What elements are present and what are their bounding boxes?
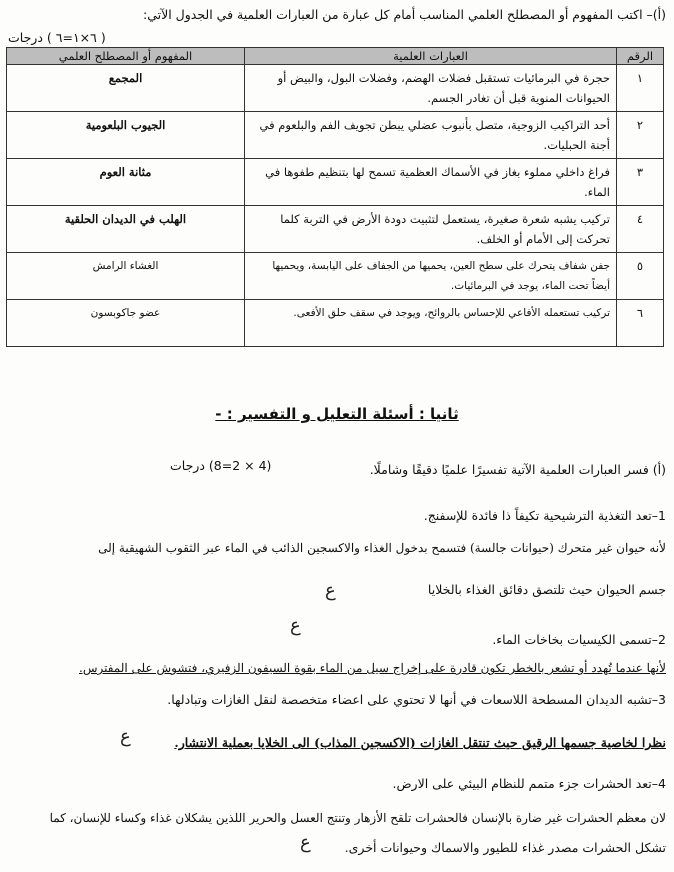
part-b-intro: (أ) فسر العبارات العلمية الآتية تفسيرًا علميًا دقيقًا وشاملًا.	[369, 462, 666, 477]
row-term-answer: عضو جاكوبسون	[7, 300, 245, 347]
check-mark: ع	[120, 726, 131, 747]
table-row	[7, 300, 664, 347]
row-statement: تركيب يشبه شعرة صغيرة، يستعمل لتثبيت دودة الأرض في التربة كلما تحركت إلى الأمام أو الخلف.	[245, 206, 617, 253]
row-term-answer: الهلب في الديدان الحلقية	[7, 206, 245, 253]
answer-4-line-2: تشكل الحشرات مصدر غذاء للطيور والاسماك وحيوانات أخرى.	[344, 840, 666, 855]
answer-1-line-2: جسم الحيوان حيث تلتصق دقائق الغذاء بالخلايا	[427, 582, 666, 597]
row-statement: أحد التراكيب الزوجية، متصل بأنبوب عضلي يبطن تجويف الفم والبلعوم في أجنة الحبليات.	[245, 112, 617, 159]
answer-4-line-1: لان معظم الحشرات غير ضارة بالإنسان فالحشرات تلقح الأزهار وتنتج العسل والحرير اللذين يشكلان غذاء وكساء للإنسان، كما	[49, 811, 666, 825]
check-mark: ع	[300, 832, 311, 853]
row-number: ٥	[617, 253, 664, 300]
row-term-answer: الغشاء الرامش	[7, 253, 245, 300]
check-mark: ع	[290, 615, 301, 636]
row-term-answer: الجيوب البلعومية	[7, 112, 245, 159]
row-statement: حجرة في البرمائيات تستقبل فضلات الهضم، وفضلات البول، والبيض أو الحيوانات المنوية قبل أن تغادر الجسم.	[245, 65, 617, 112]
answer-1-line-1: لأنه حيوان غير متحرك (حيوانات جالسة) فتسمح بدخول الغذاء والاكسجين الذائب في الماء عبر الثقوب الشهيقية إلى	[98, 541, 666, 555]
section-two-title: ثانيا : أسئلة التعليل و التفسير : -	[215, 405, 459, 423]
row-number: ٤	[617, 206, 664, 253]
part-a-instruction: (أ)– اكتب المفهوم أو المصطلح العلمي المناسب أمام كل عبارة من العبارات العلمية في الجدول الآتي:	[142, 7, 666, 22]
row-statement: فراغ داخلي مملوء بغاز في الأسماك العظمية تسمح لها بتنظيم طفوها في الماء.	[245, 159, 617, 206]
table-row	[7, 159, 664, 206]
question-4: 4–تعد الحشرات جزء متمم للنظام البيئي على الارض.	[392, 776, 666, 791]
part-b-grade: (4 × 2=8) درجات	[170, 458, 272, 473]
row-statement: جفن شفاف يتحرك على سطح العين، يحميها من الجفاف على اليابسة، ويحميها أيضاً تحت الماء، يوجد في البرمائيات.	[245, 253, 617, 300]
row-number: ٣	[617, 159, 664, 206]
row-number: ٦	[617, 300, 664, 347]
table-row	[7, 112, 664, 159]
row-number: ٢	[617, 112, 664, 159]
table-row	[7, 206, 664, 253]
header-statement: العبارات العلمية	[245, 48, 617, 65]
answer-2-line-1: لأنها عندما تُهدد أو تشعر بالخطر تكون قادرة على إخراج سيل من الماء بقوة السيفون الزفيري، فتشوش على المفترس.	[79, 661, 666, 675]
question-3: 3–تشبه الديدان المسطحة اللاسعات في أنها لا تحتوي على اعضاء متخصصة لنقل الغازات وتبادلها.	[167, 692, 666, 707]
table-row	[7, 253, 664, 300]
table-row	[7, 65, 664, 112]
part-a-grade: ( ٦×١=٦ ) درجات	[8, 30, 106, 45]
row-term-answer: المجمع	[7, 65, 245, 112]
row-term-answer: مثانة العوم	[7, 159, 245, 206]
question-1: 1–تعد التغذية الترشيحية تكيفاً ذا فائدة للإسفنج.	[423, 508, 666, 523]
check-mark: ع	[325, 580, 336, 601]
row-number: ١	[617, 65, 664, 112]
table-header-row	[7, 48, 664, 65]
row-statement: تركيب تستعمله الأفاعي للإحساس بالروائح، ويوجد في سقف حلق الأفعى.	[245, 300, 617, 347]
terms-table	[6, 47, 664, 347]
question-2: 2–تسمى الكيسيات بخاخات الماء.	[492, 632, 666, 647]
header-term: المفهوم أو المصطلح العلمي	[7, 48, 245, 65]
answer-3-line-1: نظرا لخاصية جسمها الرقيق حيث تنتقل الغازات (الاكسجين المذاب) الى الخلايا بعملية الانتشار.	[174, 735, 666, 750]
header-number: الرقم	[617, 48, 664, 65]
